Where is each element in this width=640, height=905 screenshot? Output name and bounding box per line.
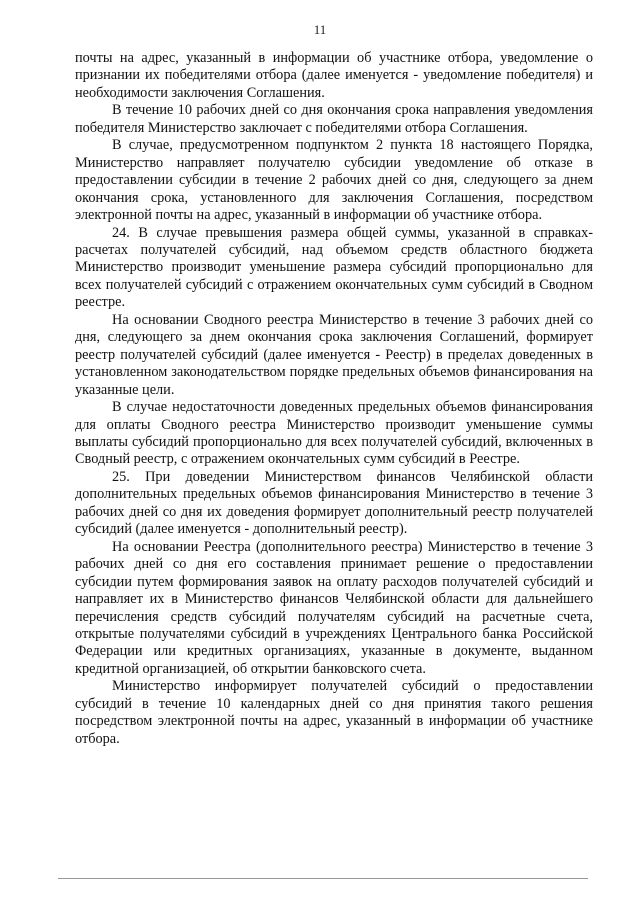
paragraph-7: 25. При доведении Министерством финансов Челябинской области дополнительных предельных объемов финансирования Министерство в течение 3 рабочих дней со дня их доведения формирует дополнительный реестр получателей субсидий (далее именуется - дополнительный реестр). (75, 468, 593, 538)
paragraph-2: В течение 10 рабочих дней со дня окончания срока направления уведомления победителя Министерство заключает с победителями отбора Соглашения. (75, 102, 593, 136)
paragraph-5: На основании Сводного реестра Министерство в течение 3 рабочих дней со дня, следующего за днем окончания срока заключения Соглашений, формирует реестр получателей субсидий (далее именуется - Реестр) в пределах доведенных в установленном законодательством порядке предельных объемов финансирования на указанные цели. (75, 311, 593, 398)
paragraph-4: 24. В случае превышения размера общей суммы, указанной в справках-расчетах получателей субсидий, над объемом средств областного бюджета Министерство производит уменьшение размера субсидий пропорционально для всех получателей субсидий с отражением окончательных сумм субсидий в Сводном реестре. (75, 224, 593, 311)
paragraph-8: На основании Реестра (дополнительного реестра) Министерство в течение 3 рабочих дней со дня его составления принимает решение о предоставлении субсидии путем формирования заявок на оплату расходов получателей субсидий и направляет их в Министерство финансов Челябинской области для дальнейшего перечисления средств субсидий получателям субсидий на расчетные счета, открытые получателями субсидий в учреждениях Центрального банка Российской Федерации или кредитных организациях, указанные в документе, выданном кредитной организацией, об открытии банковского счета. (75, 538, 593, 677)
paragraph-9: Министерство информирует получателей субсидий о предоставлении субсидий в течение 10 календарных дней со дня принятия такого решения посредством электронной почты на адрес, указанный в информации об участнике отбора. (75, 678, 593, 747)
paragraph-1: почты на адрес, указанный в информации об участнике отбора, уведомление о признании их победителями отбора (далее именуется - уведомление победителя) и необходимости заключения Соглашения. (75, 50, 593, 101)
page-number: 11 (313, 22, 327, 37)
bottom-divider (58, 878, 588, 879)
paragraph-6: В случае недостаточности доведенных предельных объемов финансирования для оплаты Сводного реестра Министерство производит уменьшение суммы выплаты субсидий пропорционально для всех получателей субсидий, включенных в Сводный реестр, с отражением окончательных сумм субсидий в Реестре. (75, 399, 593, 468)
document-body (75, 50, 593, 748)
paragraph-3: В случае, предусмотренном подпунктом 2 пункта 18 настоящего Порядка, Министерство направляет получателю субсидии уведомление об отказе в предоставлении субсидии в течение 2 рабочих дней со дня, следующего за днем окончания срока, установленного для заключения Соглашения, посредством электронной почты на адрес, указанный в информации об участнике отбора. (75, 137, 593, 224)
